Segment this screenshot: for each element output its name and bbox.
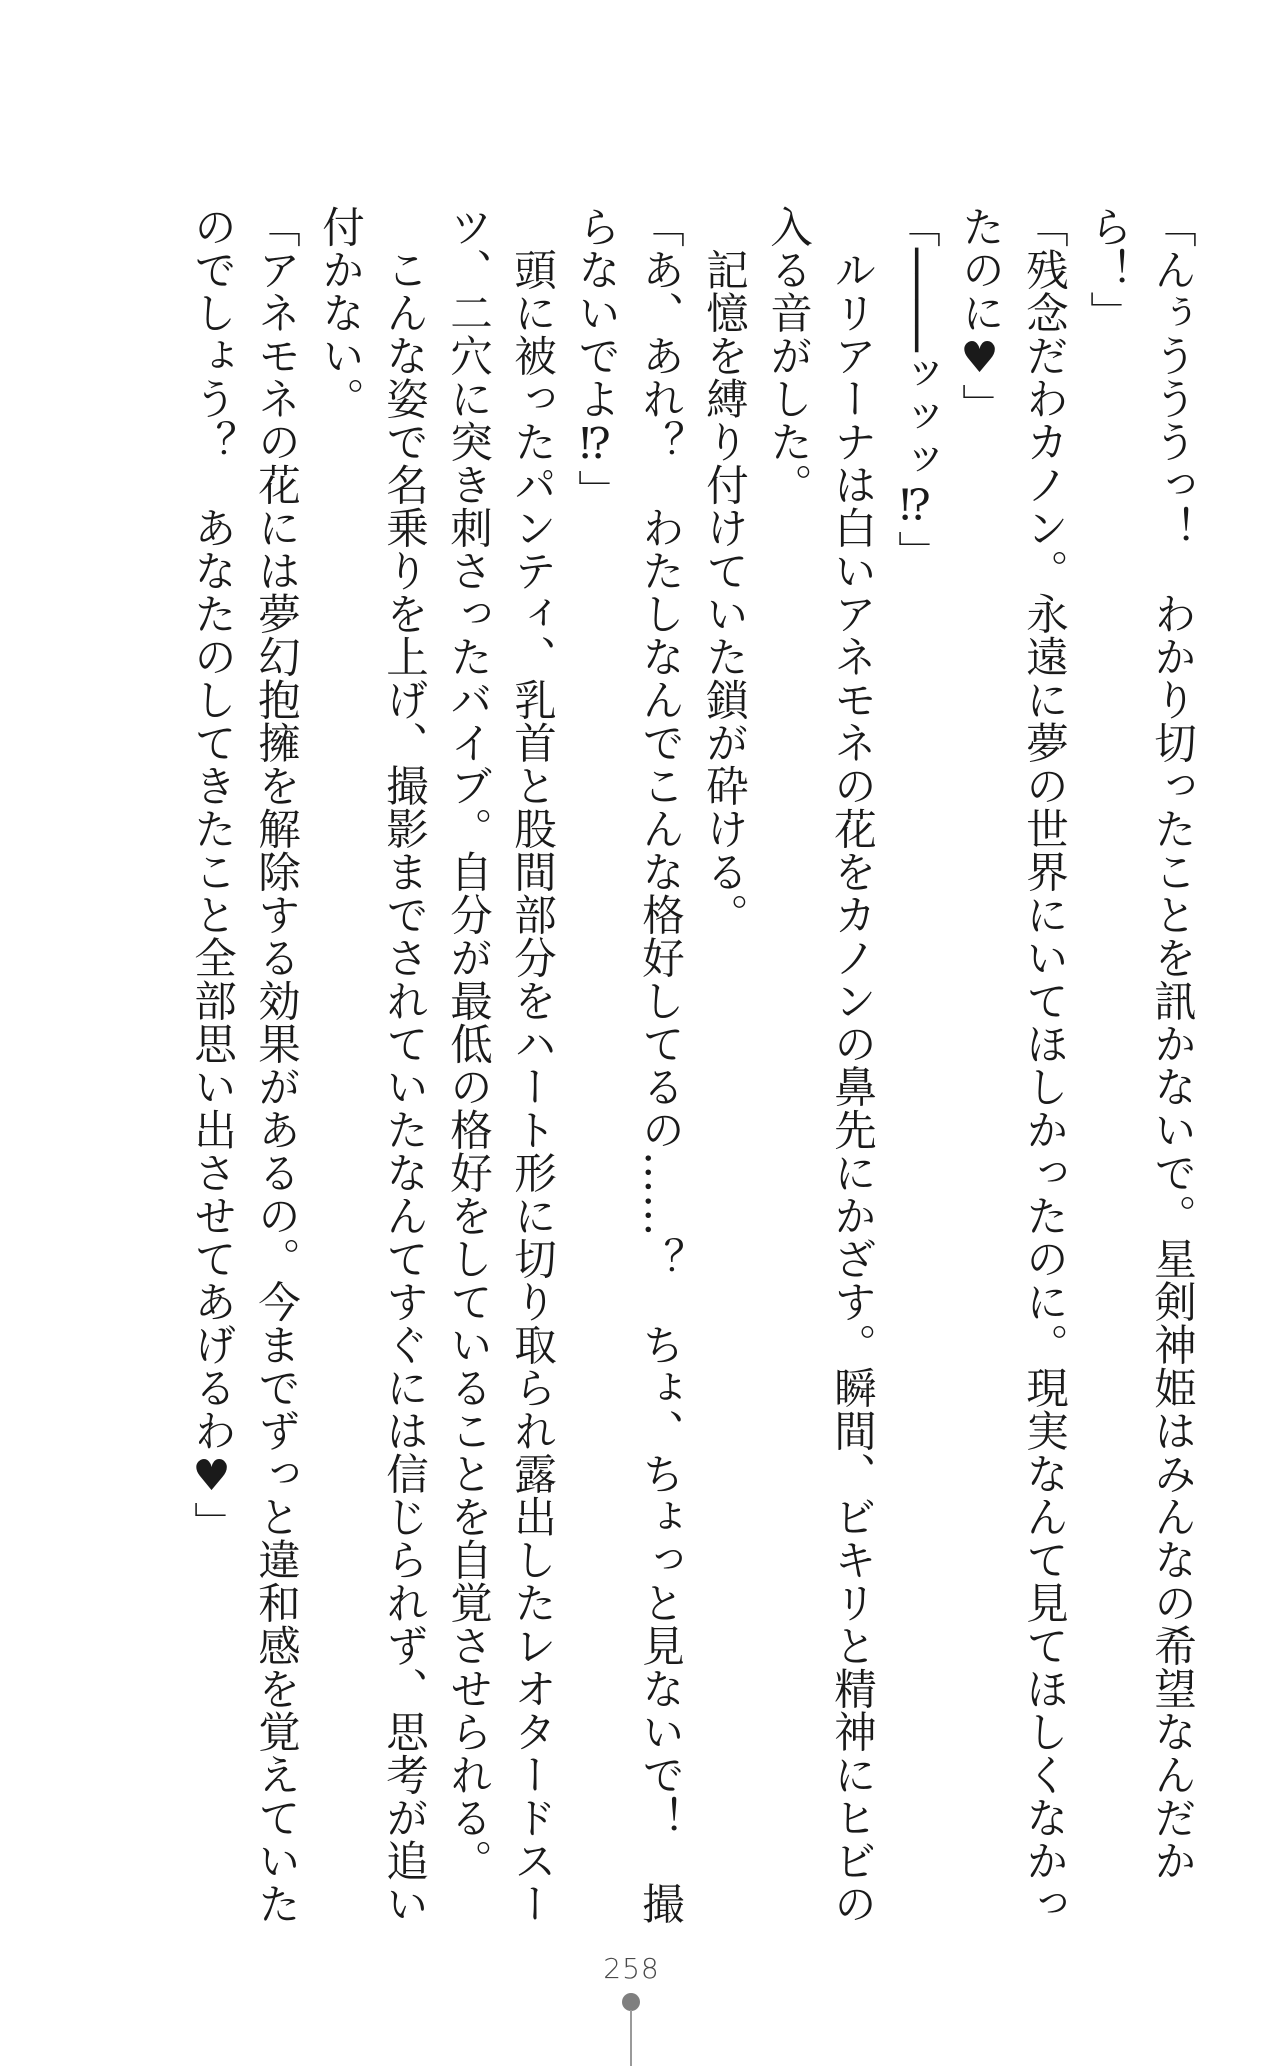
text-line: ルリアーナは白いアネモネの花をカノンの鼻先にかざす。瞬間、ビキリと精神にヒビの — [827, 205, 876, 1925]
text-line: 「残念だわカノン。永遠に夢の世界にいてほしかったのに。現実なんて見てほしくなかっ — [1019, 205, 1068, 1925]
page-marker-line — [630, 2010, 632, 2066]
page-number: 258 — [603, 1952, 660, 1985]
text-line: らないでよ⁉」 — [571, 205, 620, 513]
text-line: 付かない。 — [315, 205, 364, 420]
page-marker-dot — [622, 1993, 640, 2011]
text-line: たのに♥」 — [955, 205, 1004, 427]
text-line: ツ、二穴に突き刺さったバイブ。自分が最低の格好をしていることを自覚させられる。 — [443, 205, 492, 1882]
text-line: こんな姿で名乗りを上げ、撮影までされていたなんてすぐには信じられず、思考が追い — [379, 205, 428, 1925]
page-footer — [0, 1952, 1263, 1985]
text-line: 入る音がした。 — [763, 205, 812, 506]
text-line: 「あ、あれ？ わたしなんでこんな格好してるの……？ ちょ、ちょっと見ないで！ 撮 — [635, 205, 684, 1925]
text-line: 「────ッッッ⁉」 — [891, 205, 940, 574]
text-line: 頭に被ったパンティ、乳首と股間部分をハート形に切り取られ露出したレオタードスー — [507, 205, 556, 1925]
text-line: 記憶を縛り付けていた鎖が砕ける。 — [699, 205, 748, 936]
text-line: ら！」 — [1083, 205, 1132, 334]
text-line: 「んぅうううっ！ わかり切ったことを訊かないで。星剣神姫はみんなの希望なんだか — [1147, 205, 1196, 1882]
text-line: 「アネモネの花には夢幻抱擁を解除する効果があるの。今までずっと違和感を覚えていた — [251, 205, 300, 1925]
text-line: のでしょう？ あなたのしてきたこと全部思い出させてあげるわ♥」 — [187, 205, 236, 1545]
body-text — [179, 205, 1203, 1925]
